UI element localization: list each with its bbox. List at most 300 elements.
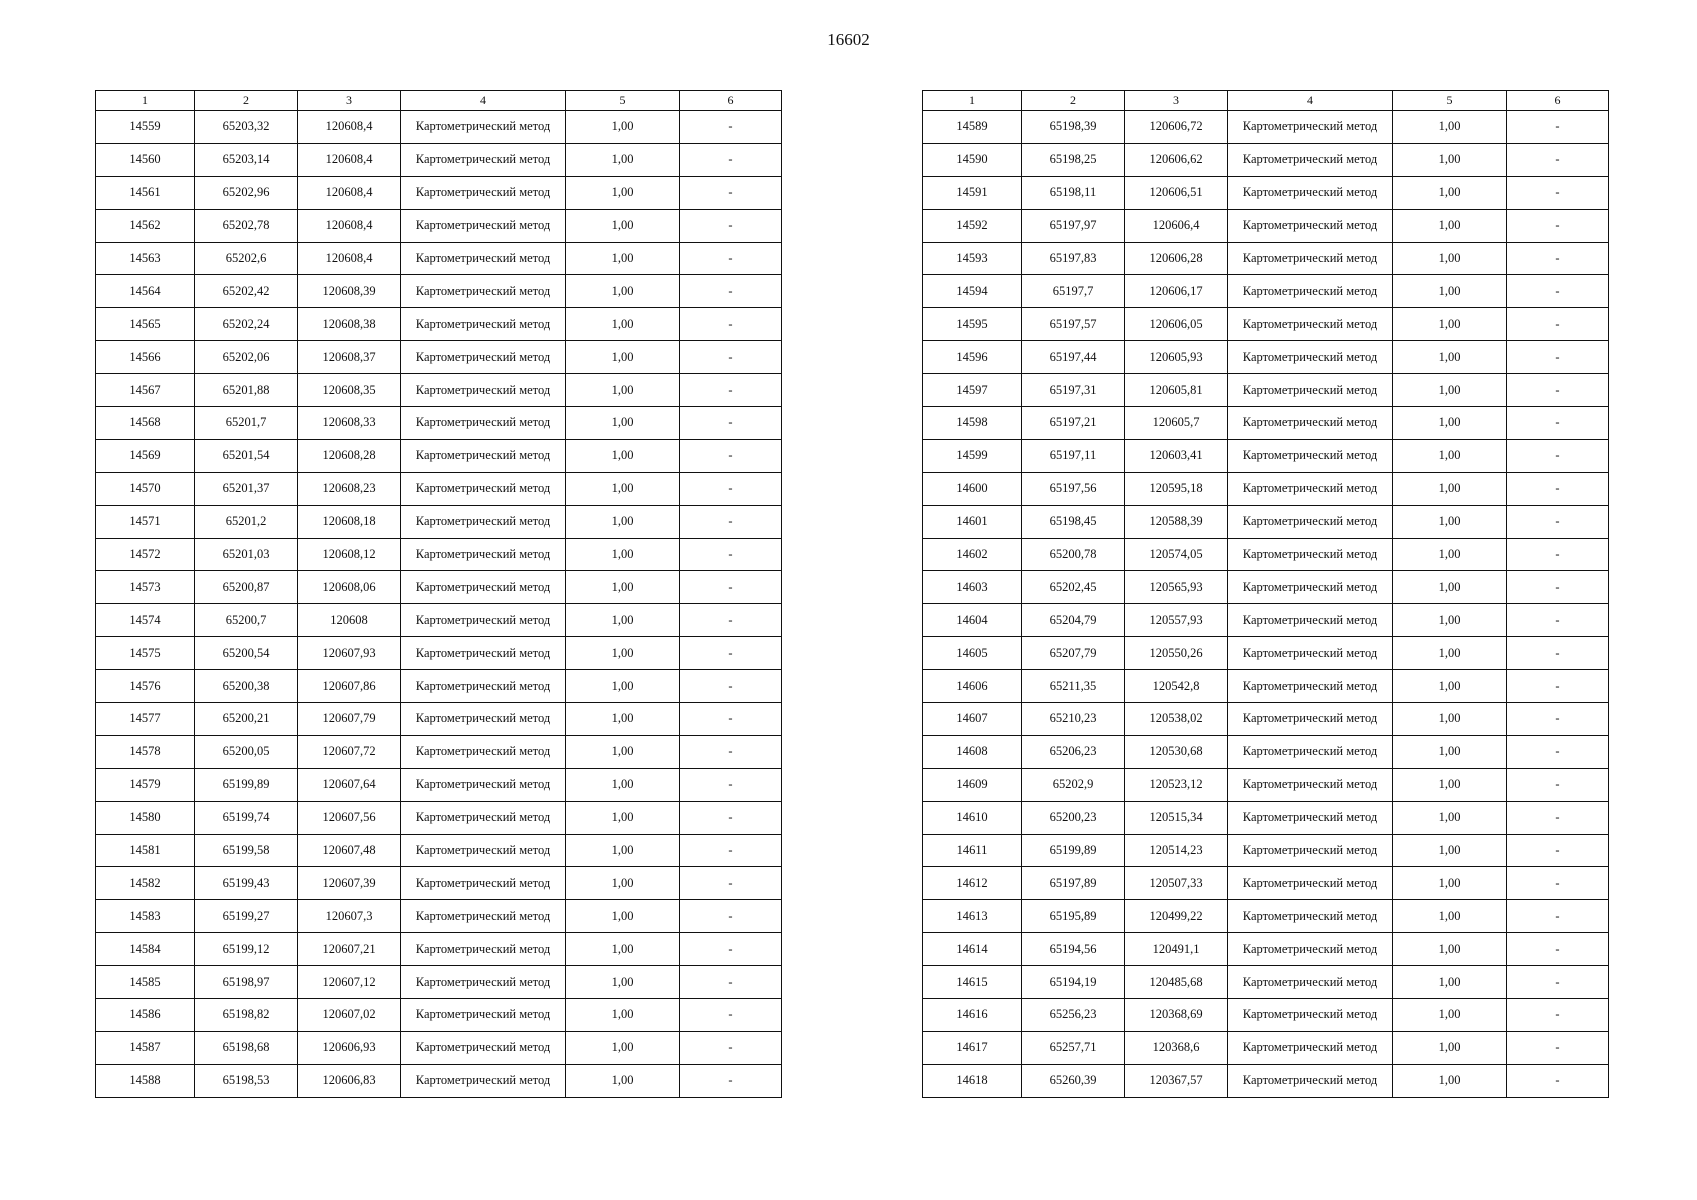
point-number-cell: 14578: [96, 735, 195, 768]
y-coordinate-cell: 120607,86: [298, 670, 401, 703]
y-coordinate-cell: 120605,7: [1125, 407, 1228, 440]
y-coordinate-cell: 120530,68: [1125, 735, 1228, 768]
description-cell: -: [680, 703, 782, 736]
description-cell: -: [1507, 242, 1609, 275]
y-coordinate-cell: 120607,72: [298, 735, 401, 768]
method-cell: Картометрический метод: [401, 703, 566, 736]
description-cell: -: [680, 111, 782, 144]
accuracy-cell: 1,00: [1393, 439, 1507, 472]
column-header: 5: [1393, 91, 1507, 111]
point-number-cell: 14602: [923, 538, 1022, 571]
method-cell: Картометрический метод: [401, 374, 566, 407]
accuracy-cell: 1,00: [566, 703, 680, 736]
x-coordinate-cell: 65203,14: [195, 143, 298, 176]
accuracy-cell: 1,00: [1393, 374, 1507, 407]
point-number-cell: 14600: [923, 472, 1022, 505]
accuracy-cell: 1,00: [1393, 111, 1507, 144]
table-row: [923, 604, 1609, 637]
y-coordinate-cell: 120514,23: [1125, 834, 1228, 867]
method-cell: Картометрический метод: [1228, 143, 1393, 176]
description-cell: -: [1507, 308, 1609, 341]
table-row: [96, 768, 782, 801]
table-row: [96, 111, 782, 144]
accuracy-cell: 1,00: [566, 735, 680, 768]
point-number-cell: 14574: [96, 604, 195, 637]
x-coordinate-cell: 65202,42: [195, 275, 298, 308]
x-coordinate-cell: 65198,45: [1022, 505, 1125, 538]
table-row: [96, 176, 782, 209]
method-cell: Картометрический метод: [1228, 670, 1393, 703]
y-coordinate-cell: 120607,64: [298, 768, 401, 801]
point-number-cell: 14588: [96, 1064, 195, 1097]
table-row: [923, 209, 1609, 242]
description-cell: -: [1507, 801, 1609, 834]
x-coordinate-cell: 65207,79: [1022, 637, 1125, 670]
point-number-cell: 14581: [96, 834, 195, 867]
accuracy-cell: 1,00: [566, 801, 680, 834]
point-number-cell: 14595: [923, 308, 1022, 341]
x-coordinate-cell: 65201,7: [195, 407, 298, 440]
table-row: [923, 176, 1609, 209]
accuracy-cell: 1,00: [1393, 1031, 1507, 1064]
x-coordinate-cell: 65201,03: [195, 538, 298, 571]
point-number-cell: 14580: [96, 801, 195, 834]
x-coordinate-cell: 65211,35: [1022, 670, 1125, 703]
point-number-cell: 14609: [923, 768, 1022, 801]
table-row: [96, 637, 782, 670]
description-cell: -: [1507, 143, 1609, 176]
table-row: [923, 900, 1609, 933]
method-cell: Картометрический метод: [1228, 933, 1393, 966]
point-number-cell: 14591: [923, 176, 1022, 209]
x-coordinate-cell: 65210,23: [1022, 703, 1125, 736]
method-cell: Картометрический метод: [1228, 735, 1393, 768]
y-coordinate-cell: 120368,69: [1125, 999, 1228, 1032]
table-row: [923, 439, 1609, 472]
column-header: 6: [1507, 91, 1609, 111]
accuracy-cell: 1,00: [566, 407, 680, 440]
table-row: [96, 834, 782, 867]
x-coordinate-cell: 65194,19: [1022, 966, 1125, 999]
description-cell: -: [680, 933, 782, 966]
description-cell: -: [1507, 176, 1609, 209]
point-number-cell: 14597: [923, 374, 1022, 407]
method-cell: Картометрический метод: [401, 275, 566, 308]
method-cell: Картометрический метод: [401, 768, 566, 801]
table-row: [96, 407, 782, 440]
x-coordinate-cell: 65198,97: [195, 966, 298, 999]
table-row: [923, 1064, 1609, 1097]
y-coordinate-cell: 120608,4: [298, 143, 401, 176]
y-coordinate-cell: 120606,93: [298, 1031, 401, 1064]
method-cell: Картометрический метод: [1228, 374, 1393, 407]
y-coordinate-cell: 120608,33: [298, 407, 401, 440]
point-number-cell: 14605: [923, 637, 1022, 670]
point-number-cell: 14613: [923, 900, 1022, 933]
method-cell: Картометрический метод: [401, 670, 566, 703]
point-number-cell: 14571: [96, 505, 195, 538]
method-cell: Картометрический метод: [1228, 571, 1393, 604]
y-coordinate-cell: 120607,3: [298, 900, 401, 933]
table-row: [96, 999, 782, 1032]
point-number-cell: 14589: [923, 111, 1022, 144]
y-coordinate-cell: 120608,12: [298, 538, 401, 571]
point-number-cell: 14576: [96, 670, 195, 703]
description-cell: -: [1507, 1031, 1609, 1064]
x-coordinate-cell: 65203,32: [195, 111, 298, 144]
description-cell: -: [1507, 374, 1609, 407]
description-cell: -: [1507, 1064, 1609, 1097]
accuracy-cell: 1,00: [566, 472, 680, 505]
description-cell: -: [680, 374, 782, 407]
method-cell: Картометрический метод: [401, 308, 566, 341]
y-coordinate-cell: 120607,39: [298, 867, 401, 900]
description-cell: -: [680, 637, 782, 670]
point-number-cell: 14603: [923, 571, 1022, 604]
method-cell: Картометрический метод: [401, 834, 566, 867]
point-number-cell: 14562: [96, 209, 195, 242]
description-cell: -: [680, 505, 782, 538]
description-cell: -: [680, 571, 782, 604]
point-number-cell: 14601: [923, 505, 1022, 538]
description-cell: -: [1507, 735, 1609, 768]
description-cell: -: [680, 341, 782, 374]
point-number-cell: 14573: [96, 571, 195, 604]
x-coordinate-cell: 65199,58: [195, 834, 298, 867]
point-number-cell: 14596: [923, 341, 1022, 374]
y-coordinate-cell: 120608,4: [298, 176, 401, 209]
x-coordinate-cell: 65206,23: [1022, 735, 1125, 768]
accuracy-cell: 1,00: [566, 670, 680, 703]
method-cell: Картометрический метод: [401, 604, 566, 637]
table-row: [96, 209, 782, 242]
x-coordinate-cell: 65199,27: [195, 900, 298, 933]
point-number-cell: 14612: [923, 867, 1022, 900]
table-row: [923, 111, 1609, 144]
table-row: [96, 1031, 782, 1064]
description-cell: -: [680, 1031, 782, 1064]
x-coordinate-cell: 65197,11: [1022, 439, 1125, 472]
method-cell: Картометрический метод: [401, 111, 566, 144]
point-number-cell: 14616: [923, 999, 1022, 1032]
description-cell: -: [1507, 407, 1609, 440]
y-coordinate-cell: 120608,18: [298, 505, 401, 538]
accuracy-cell: 1,00: [1393, 933, 1507, 966]
y-coordinate-cell: 120491,1: [1125, 933, 1228, 966]
x-coordinate-cell: 65202,6: [195, 242, 298, 275]
accuracy-cell: 1,00: [1393, 176, 1507, 209]
method-cell: Картометрический метод: [1228, 242, 1393, 275]
point-number-cell: 14606: [923, 670, 1022, 703]
column-header: 5: [566, 91, 680, 111]
method-cell: Картометрический метод: [401, 209, 566, 242]
description-cell: -: [680, 439, 782, 472]
point-number-cell: 14572: [96, 538, 195, 571]
accuracy-cell: 1,00: [1393, 571, 1507, 604]
x-coordinate-cell: 65200,87: [195, 571, 298, 604]
y-coordinate-cell: 120607,02: [298, 999, 401, 1032]
method-cell: Картометрический метод: [1228, 176, 1393, 209]
accuracy-cell: 1,00: [1393, 735, 1507, 768]
column-header: 2: [195, 91, 298, 111]
right-coordinates-table: [922, 90, 1609, 1098]
table-row: [923, 933, 1609, 966]
description-cell: -: [680, 176, 782, 209]
x-coordinate-cell: 65197,97: [1022, 209, 1125, 242]
x-coordinate-cell: 65199,43: [195, 867, 298, 900]
accuracy-cell: 1,00: [1393, 275, 1507, 308]
x-coordinate-cell: 65256,23: [1022, 999, 1125, 1032]
table-row: [923, 1031, 1609, 1064]
table-row: [96, 571, 782, 604]
accuracy-cell: 1,00: [1393, 867, 1507, 900]
y-coordinate-cell: 120607,79: [298, 703, 401, 736]
description-cell: -: [1507, 670, 1609, 703]
method-cell: Картометрический метод: [401, 1031, 566, 1064]
x-coordinate-cell: 65199,89: [195, 768, 298, 801]
description-cell: -: [680, 308, 782, 341]
method-cell: Картометрический метод: [401, 242, 566, 275]
description-cell: -: [1507, 834, 1609, 867]
point-number-cell: 14618: [923, 1064, 1022, 1097]
x-coordinate-cell: 65199,89: [1022, 834, 1125, 867]
y-coordinate-cell: 120607,12: [298, 966, 401, 999]
accuracy-cell: 1,00: [1393, 341, 1507, 374]
left-coordinates-table: [95, 90, 782, 1098]
table-row: [923, 143, 1609, 176]
table-row: [96, 538, 782, 571]
accuracy-cell: 1,00: [566, 900, 680, 933]
table-row: [96, 308, 782, 341]
y-coordinate-cell: 120608,06: [298, 571, 401, 604]
y-coordinate-cell: 120608: [298, 604, 401, 637]
accuracy-cell: 1,00: [1393, 637, 1507, 670]
description-cell: -: [680, 900, 782, 933]
y-coordinate-cell: 120608,39: [298, 275, 401, 308]
description-cell: -: [680, 275, 782, 308]
method-cell: Картометрический метод: [401, 966, 566, 999]
table-row: [923, 637, 1609, 670]
method-cell: Картометрический метод: [1228, 275, 1393, 308]
table-row: [96, 439, 782, 472]
method-cell: Картометрический метод: [1228, 801, 1393, 834]
point-number-cell: 14567: [96, 374, 195, 407]
method-cell: Картометрический метод: [401, 176, 566, 209]
point-number-cell: 14570: [96, 472, 195, 505]
method-cell: Картометрический метод: [1228, 867, 1393, 900]
accuracy-cell: 1,00: [1393, 703, 1507, 736]
y-coordinate-cell: 120606,83: [298, 1064, 401, 1097]
y-coordinate-cell: 120607,21: [298, 933, 401, 966]
y-coordinate-cell: 120608,37: [298, 341, 401, 374]
table-row: [923, 735, 1609, 768]
method-cell: Картометрический метод: [1228, 966, 1393, 999]
description-cell: -: [1507, 703, 1609, 736]
accuracy-cell: 1,00: [1393, 538, 1507, 571]
accuracy-cell: 1,00: [1393, 308, 1507, 341]
accuracy-cell: 1,00: [1393, 999, 1507, 1032]
y-coordinate-cell: 120485,68: [1125, 966, 1228, 999]
table-row: [923, 374, 1609, 407]
accuracy-cell: 1,00: [566, 1031, 680, 1064]
y-coordinate-cell: 120606,05: [1125, 308, 1228, 341]
x-coordinate-cell: 65195,89: [1022, 900, 1125, 933]
table-row: [923, 275, 1609, 308]
accuracy-cell: 1,00: [566, 867, 680, 900]
accuracy-cell: 1,00: [566, 604, 680, 637]
accuracy-cell: 1,00: [566, 637, 680, 670]
method-cell: Картометрический метод: [1228, 604, 1393, 637]
method-cell: Картометрический метод: [401, 439, 566, 472]
table-row: [923, 472, 1609, 505]
method-cell: Картометрический метод: [401, 505, 566, 538]
accuracy-cell: 1,00: [566, 341, 680, 374]
point-number-cell: 14579: [96, 768, 195, 801]
method-cell: Картометрический метод: [1228, 538, 1393, 571]
point-number-cell: 14583: [96, 900, 195, 933]
description-cell: -: [680, 768, 782, 801]
point-number-cell: 14575: [96, 637, 195, 670]
accuracy-cell: 1,00: [566, 933, 680, 966]
x-coordinate-cell: 65260,39: [1022, 1064, 1125, 1097]
column-header: 4: [401, 91, 566, 111]
table-row: [923, 407, 1609, 440]
point-number-cell: 14564: [96, 275, 195, 308]
table-row: [923, 341, 1609, 374]
x-coordinate-cell: 65197,57: [1022, 308, 1125, 341]
point-number-cell: 14607: [923, 703, 1022, 736]
point-number-cell: 14615: [923, 966, 1022, 999]
method-cell: Картометрический метод: [1228, 341, 1393, 374]
point-number-cell: 14599: [923, 439, 1022, 472]
table-row: [923, 867, 1609, 900]
y-coordinate-cell: 120538,02: [1125, 703, 1228, 736]
accuracy-cell: 1,00: [1393, 143, 1507, 176]
x-coordinate-cell: 65200,05: [195, 735, 298, 768]
point-number-cell: 14566: [96, 341, 195, 374]
description-cell: -: [680, 538, 782, 571]
table-row: [923, 538, 1609, 571]
x-coordinate-cell: 65202,78: [195, 209, 298, 242]
method-cell: Картометрический метод: [401, 341, 566, 374]
accuracy-cell: 1,00: [1393, 900, 1507, 933]
x-coordinate-cell: 65200,23: [1022, 801, 1125, 834]
table-header-row: [96, 91, 782, 111]
method-cell: Картометрический метод: [1228, 505, 1393, 538]
accuracy-cell: 1,00: [566, 834, 680, 867]
description-cell: -: [1507, 900, 1609, 933]
y-coordinate-cell: 120515,34: [1125, 801, 1228, 834]
point-number-cell: 14604: [923, 604, 1022, 637]
x-coordinate-cell: 65198,25: [1022, 143, 1125, 176]
table-row: [923, 834, 1609, 867]
accuracy-cell: 1,00: [1393, 834, 1507, 867]
x-coordinate-cell: 65197,44: [1022, 341, 1125, 374]
accuracy-cell: 1,00: [1393, 670, 1507, 703]
description-cell: -: [1507, 209, 1609, 242]
x-coordinate-cell: 65201,88: [195, 374, 298, 407]
x-coordinate-cell: 65199,12: [195, 933, 298, 966]
y-coordinate-cell: 120595,18: [1125, 472, 1228, 505]
description-cell: -: [680, 670, 782, 703]
method-cell: Картометрический метод: [401, 143, 566, 176]
table-row: [923, 242, 1609, 275]
method-cell: Картометрический метод: [1228, 834, 1393, 867]
y-coordinate-cell: 120606,17: [1125, 275, 1228, 308]
table-row: [96, 143, 782, 176]
table-row: [96, 703, 782, 736]
column-header: 1: [96, 91, 195, 111]
y-coordinate-cell: 120608,4: [298, 242, 401, 275]
description-cell: -: [1507, 341, 1609, 374]
table-row: [96, 735, 782, 768]
accuracy-cell: 1,00: [1393, 472, 1507, 505]
description-cell: -: [1507, 538, 1609, 571]
y-coordinate-cell: 120605,81: [1125, 374, 1228, 407]
y-coordinate-cell: 120574,05: [1125, 538, 1228, 571]
y-coordinate-cell: 120588,39: [1125, 505, 1228, 538]
point-number-cell: 14593: [923, 242, 1022, 275]
table-row: [96, 374, 782, 407]
method-cell: Картометрический метод: [1228, 308, 1393, 341]
point-number-cell: 14565: [96, 308, 195, 341]
table-row: [923, 670, 1609, 703]
description-cell: -: [1507, 571, 1609, 604]
x-coordinate-cell: 65198,82: [195, 999, 298, 1032]
table-row: [96, 472, 782, 505]
y-coordinate-cell: 120607,93: [298, 637, 401, 670]
point-number-cell: 14582: [96, 867, 195, 900]
description-cell: -: [1507, 111, 1609, 144]
x-coordinate-cell: 65199,74: [195, 801, 298, 834]
description-cell: -: [680, 999, 782, 1032]
description-cell: -: [680, 966, 782, 999]
x-coordinate-cell: 65201,2: [195, 505, 298, 538]
accuracy-cell: 1,00: [566, 505, 680, 538]
description-cell: -: [680, 801, 782, 834]
y-coordinate-cell: 120603,41: [1125, 439, 1228, 472]
description-cell: -: [1507, 472, 1609, 505]
x-coordinate-cell: 65200,7: [195, 604, 298, 637]
description-cell: -: [1507, 867, 1609, 900]
x-coordinate-cell: 65202,24: [195, 308, 298, 341]
point-number-cell: 14614: [923, 933, 1022, 966]
accuracy-cell: 1,00: [566, 538, 680, 571]
accuracy-cell: 1,00: [566, 966, 680, 999]
table-row: [96, 242, 782, 275]
x-coordinate-cell: 65202,45: [1022, 571, 1125, 604]
y-coordinate-cell: 120606,72: [1125, 111, 1228, 144]
column-header: 3: [1125, 91, 1228, 111]
x-coordinate-cell: 65197,83: [1022, 242, 1125, 275]
x-coordinate-cell: 65197,89: [1022, 867, 1125, 900]
column-header: 4: [1228, 91, 1393, 111]
table-row: [96, 341, 782, 374]
x-coordinate-cell: 65198,53: [195, 1064, 298, 1097]
x-coordinate-cell: 65200,78: [1022, 538, 1125, 571]
method-cell: Картометрический метод: [401, 900, 566, 933]
point-number-cell: 14563: [96, 242, 195, 275]
accuracy-cell: 1,00: [566, 999, 680, 1032]
accuracy-cell: 1,00: [1393, 966, 1507, 999]
accuracy-cell: 1,00: [1393, 1064, 1507, 1097]
method-cell: Картометрический метод: [401, 735, 566, 768]
table-row: [96, 670, 782, 703]
method-cell: Картометрический метод: [401, 999, 566, 1032]
method-cell: Картометрический метод: [1228, 111, 1393, 144]
description-cell: -: [1507, 966, 1609, 999]
method-cell: Картометрический метод: [401, 472, 566, 505]
